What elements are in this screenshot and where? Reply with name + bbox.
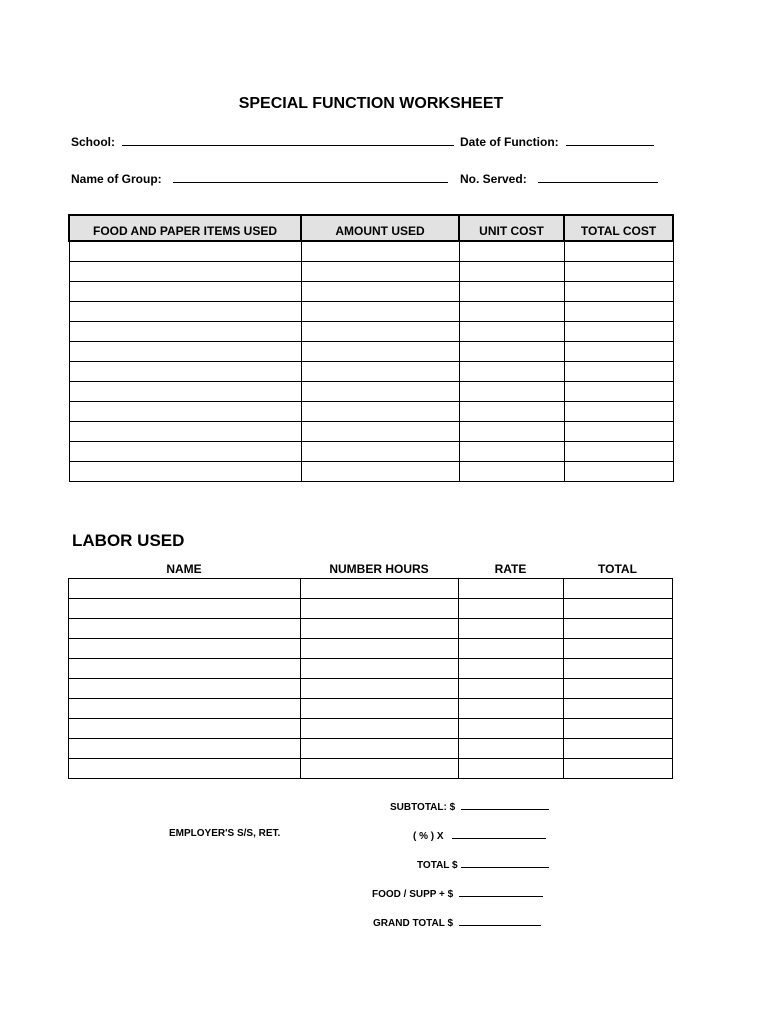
header-amount-used: AMOUNT USED: [301, 215, 459, 241]
labor-table-cell[interactable]: [69, 759, 301, 779]
food-table-cell[interactable]: [69, 442, 301, 462]
food-table-cell[interactable]: [301, 241, 459, 262]
food-items-table: [68, 214, 674, 482]
labor-table-cell[interactable]: [459, 759, 564, 779]
grand-total-line[interactable]: [373, 915, 541, 929]
food-table-cell[interactable]: [301, 282, 459, 302]
food-table-cell[interactable]: [69, 402, 301, 422]
header-food-items: FOOD AND PAPER ITEMS USED: [69, 215, 301, 241]
labor-table-cell[interactable]: [301, 599, 459, 619]
labor-header-rate: RATE: [494, 562, 527, 576]
labor-table-cell[interactable]: [301, 719, 459, 739]
labor-table-cell[interactable]: [69, 599, 301, 619]
food-table-cell[interactable]: [301, 422, 459, 442]
food-table-row: [69, 302, 673, 322]
date-field[interactable]: [460, 133, 654, 149]
food-table-row: [69, 442, 673, 462]
food-table-row: [69, 322, 673, 342]
percent-input-line[interactable]: [452, 828, 546, 839]
labor-table-cell[interactable]: [459, 639, 564, 659]
food-table-cell[interactable]: [69, 342, 301, 362]
labor-table-cell[interactable]: [69, 719, 301, 739]
total-label: TOTAL $: [417, 860, 458, 871]
labor-table-cell[interactable]: [459, 579, 564, 599]
labor-table-cell[interactable]: [69, 619, 301, 639]
food-table-cell[interactable]: [564, 462, 673, 482]
labor-table-cell[interactable]: [69, 579, 301, 599]
food-table-cell[interactable]: [564, 302, 673, 322]
food-table-row: [69, 402, 673, 422]
food-table-cell[interactable]: [69, 302, 301, 322]
labor-table-row: [69, 699, 673, 719]
labor-table-cell[interactable]: [69, 659, 301, 679]
labor-heading: LABOR USED: [72, 531, 185, 550]
labor-header-total: TOTAL: [598, 562, 637, 576]
food-table-cell[interactable]: [301, 322, 459, 342]
food-table-cell[interactable]: [69, 462, 301, 482]
labor-table-cell[interactable]: [301, 739, 459, 759]
food-table-cell[interactable]: [69, 262, 301, 282]
food-table-cell[interactable]: [564, 382, 673, 402]
labor-table-cell[interactable]: [301, 759, 459, 779]
labor-table-cell[interactable]: [459, 699, 564, 719]
food-supp-label: FOOD / SUPP + $: [372, 889, 454, 900]
grand-total-label: GRAND TOTAL $: [373, 918, 454, 929]
food-table-cell[interactable]: [301, 382, 459, 402]
food-table-cell[interactable]: [459, 322, 564, 342]
school-field[interactable]: [71, 133, 454, 149]
labor-table-cell[interactable]: [564, 639, 673, 659]
group-field[interactable]: [71, 170, 448, 186]
food-table-cell[interactable]: [459, 302, 564, 322]
food-table-cell[interactable]: [301, 342, 459, 362]
labor-table-row: [69, 579, 673, 599]
food-table-cell[interactable]: [459, 462, 564, 482]
page-title: SPECIAL FUNCTION WORKSHEET: [238, 95, 504, 112]
header-total-cost: TOTAL COST: [564, 215, 673, 241]
labor-table-cell[interactable]: [564, 739, 673, 759]
grand-total-input-line[interactable]: [459, 915, 541, 926]
food-table-cell[interactable]: [564, 282, 673, 302]
labor-table: [68, 578, 673, 779]
labor-table-row: [69, 619, 673, 639]
percent-label: ( % ) X: [413, 831, 444, 842]
food-table-cell[interactable]: [301, 362, 459, 382]
food-table-row: [69, 342, 673, 362]
labor-table-cell[interactable]: [564, 579, 673, 599]
labor-table-cell[interactable]: [301, 619, 459, 639]
labor-table-row: [69, 759, 673, 779]
food-table-cell[interactable]: [301, 302, 459, 322]
food-table-row: [69, 382, 673, 402]
percent-line[interactable]: [413, 828, 546, 842]
date-input-line[interactable]: [566, 133, 654, 146]
food-table-row: [69, 262, 673, 282]
labor-table-cell[interactable]: [564, 699, 673, 719]
total-line[interactable]: [417, 857, 549, 871]
food-table-cell[interactable]: [459, 262, 564, 282]
food-table-cell[interactable]: [564, 322, 673, 342]
food-table-cell[interactable]: [459, 342, 564, 362]
labor-table-cell[interactable]: [69, 739, 301, 759]
food-table-header-row: [69, 215, 673, 241]
labor-table-cell[interactable]: [564, 719, 673, 739]
labor-table-cell[interactable]: [459, 679, 564, 699]
food-table-row: [69, 362, 673, 382]
food-table-cell[interactable]: [301, 402, 459, 422]
labor-table-cell[interactable]: [459, 619, 564, 639]
food-table-cell[interactable]: [564, 422, 673, 442]
labor-table-cell[interactable]: [564, 759, 673, 779]
food-table-cell[interactable]: [69, 241, 301, 262]
food-table-cell[interactable]: [301, 462, 459, 482]
group-input-line[interactable]: [173, 170, 448, 183]
header-unit-cost: UNIT COST: [459, 215, 564, 241]
date-label: Date of Function:: [460, 135, 559, 149]
labor-table-cell[interactable]: [459, 659, 564, 679]
labor-table-cell[interactable]: [459, 739, 564, 759]
labor-table-cell[interactable]: [69, 639, 301, 659]
labor-table-cell[interactable]: [564, 619, 673, 639]
labor-table-cell[interactable]: [459, 599, 564, 619]
subtotal-label: SUBTOTAL: $: [390, 802, 456, 813]
labor-table-row: [69, 739, 673, 759]
food-table-cell[interactable]: [564, 362, 673, 382]
total-input-line[interactable]: [461, 857, 549, 868]
labor-table-cell[interactable]: [301, 639, 459, 659]
labor-table-row: [69, 599, 673, 619]
food-table-cell[interactable]: [301, 262, 459, 282]
labor-table-row: [69, 719, 673, 739]
food-table-cell[interactable]: [459, 362, 564, 382]
food-supp-line[interactable]: [372, 886, 543, 900]
subtotal-line[interactable]: [390, 799, 549, 813]
food-table-cell[interactable]: [301, 442, 459, 462]
food-table-cell[interactable]: [564, 342, 673, 362]
food-table-cell[interactable]: [69, 362, 301, 382]
food-table-row: [69, 462, 673, 482]
labor-table-cell[interactable]: [564, 679, 673, 699]
labor-table-row: [69, 659, 673, 679]
labor-table-cell[interactable]: [459, 719, 564, 739]
labor-header-name: NAME: [166, 562, 202, 576]
food-table-row: [69, 282, 673, 302]
subtotal-input-line[interactable]: [461, 799, 549, 810]
served-input-line[interactable]: [538, 170, 658, 183]
labor-table-cell[interactable]: [564, 659, 673, 679]
food-table-cell[interactable]: [459, 382, 564, 402]
food-table-cell[interactable]: [69, 322, 301, 342]
served-label: No. Served:: [460, 172, 527, 186]
school-input-line[interactable]: [122, 133, 454, 146]
food-table-cell[interactable]: [564, 241, 673, 262]
group-label: Name of Group:: [71, 172, 162, 186]
labor-table-cell[interactable]: [69, 699, 301, 719]
labor-table-cell[interactable]: [301, 579, 459, 599]
labor-table-cell[interactable]: [301, 699, 459, 719]
food-table-cell[interactable]: [459, 241, 564, 262]
labor-table-row: [69, 639, 673, 659]
labor-table-cell[interactable]: [564, 599, 673, 619]
food-table-cell[interactable]: [459, 282, 564, 302]
food-supp-input-line[interactable]: [459, 886, 543, 897]
labor-table-cell[interactable]: [301, 679, 459, 699]
food-table-cell[interactable]: [564, 402, 673, 422]
food-table-cell[interactable]: [459, 402, 564, 422]
food-table-cell[interactable]: [459, 422, 564, 442]
school-label: School:: [71, 135, 115, 149]
food-table-cell[interactable]: [69, 282, 301, 302]
served-field[interactable]: [460, 170, 658, 186]
employers-label: EMPLOYER'S S/S, RET.: [169, 828, 281, 839]
food-table-cell[interactable]: [69, 382, 301, 402]
food-table-cell[interactable]: [69, 422, 301, 442]
food-table-cell[interactable]: [459, 442, 564, 462]
labor-table-row: [69, 679, 673, 699]
food-table-cell[interactable]: [564, 442, 673, 462]
labor-table-cell[interactable]: [301, 659, 459, 679]
food-table-cell[interactable]: [564, 262, 673, 282]
food-table-row: [69, 241, 673, 262]
labor-table-cell[interactable]: [69, 679, 301, 699]
food-table-row: [69, 422, 673, 442]
labor-header-hours: NUMBER HOURS: [329, 562, 429, 576]
